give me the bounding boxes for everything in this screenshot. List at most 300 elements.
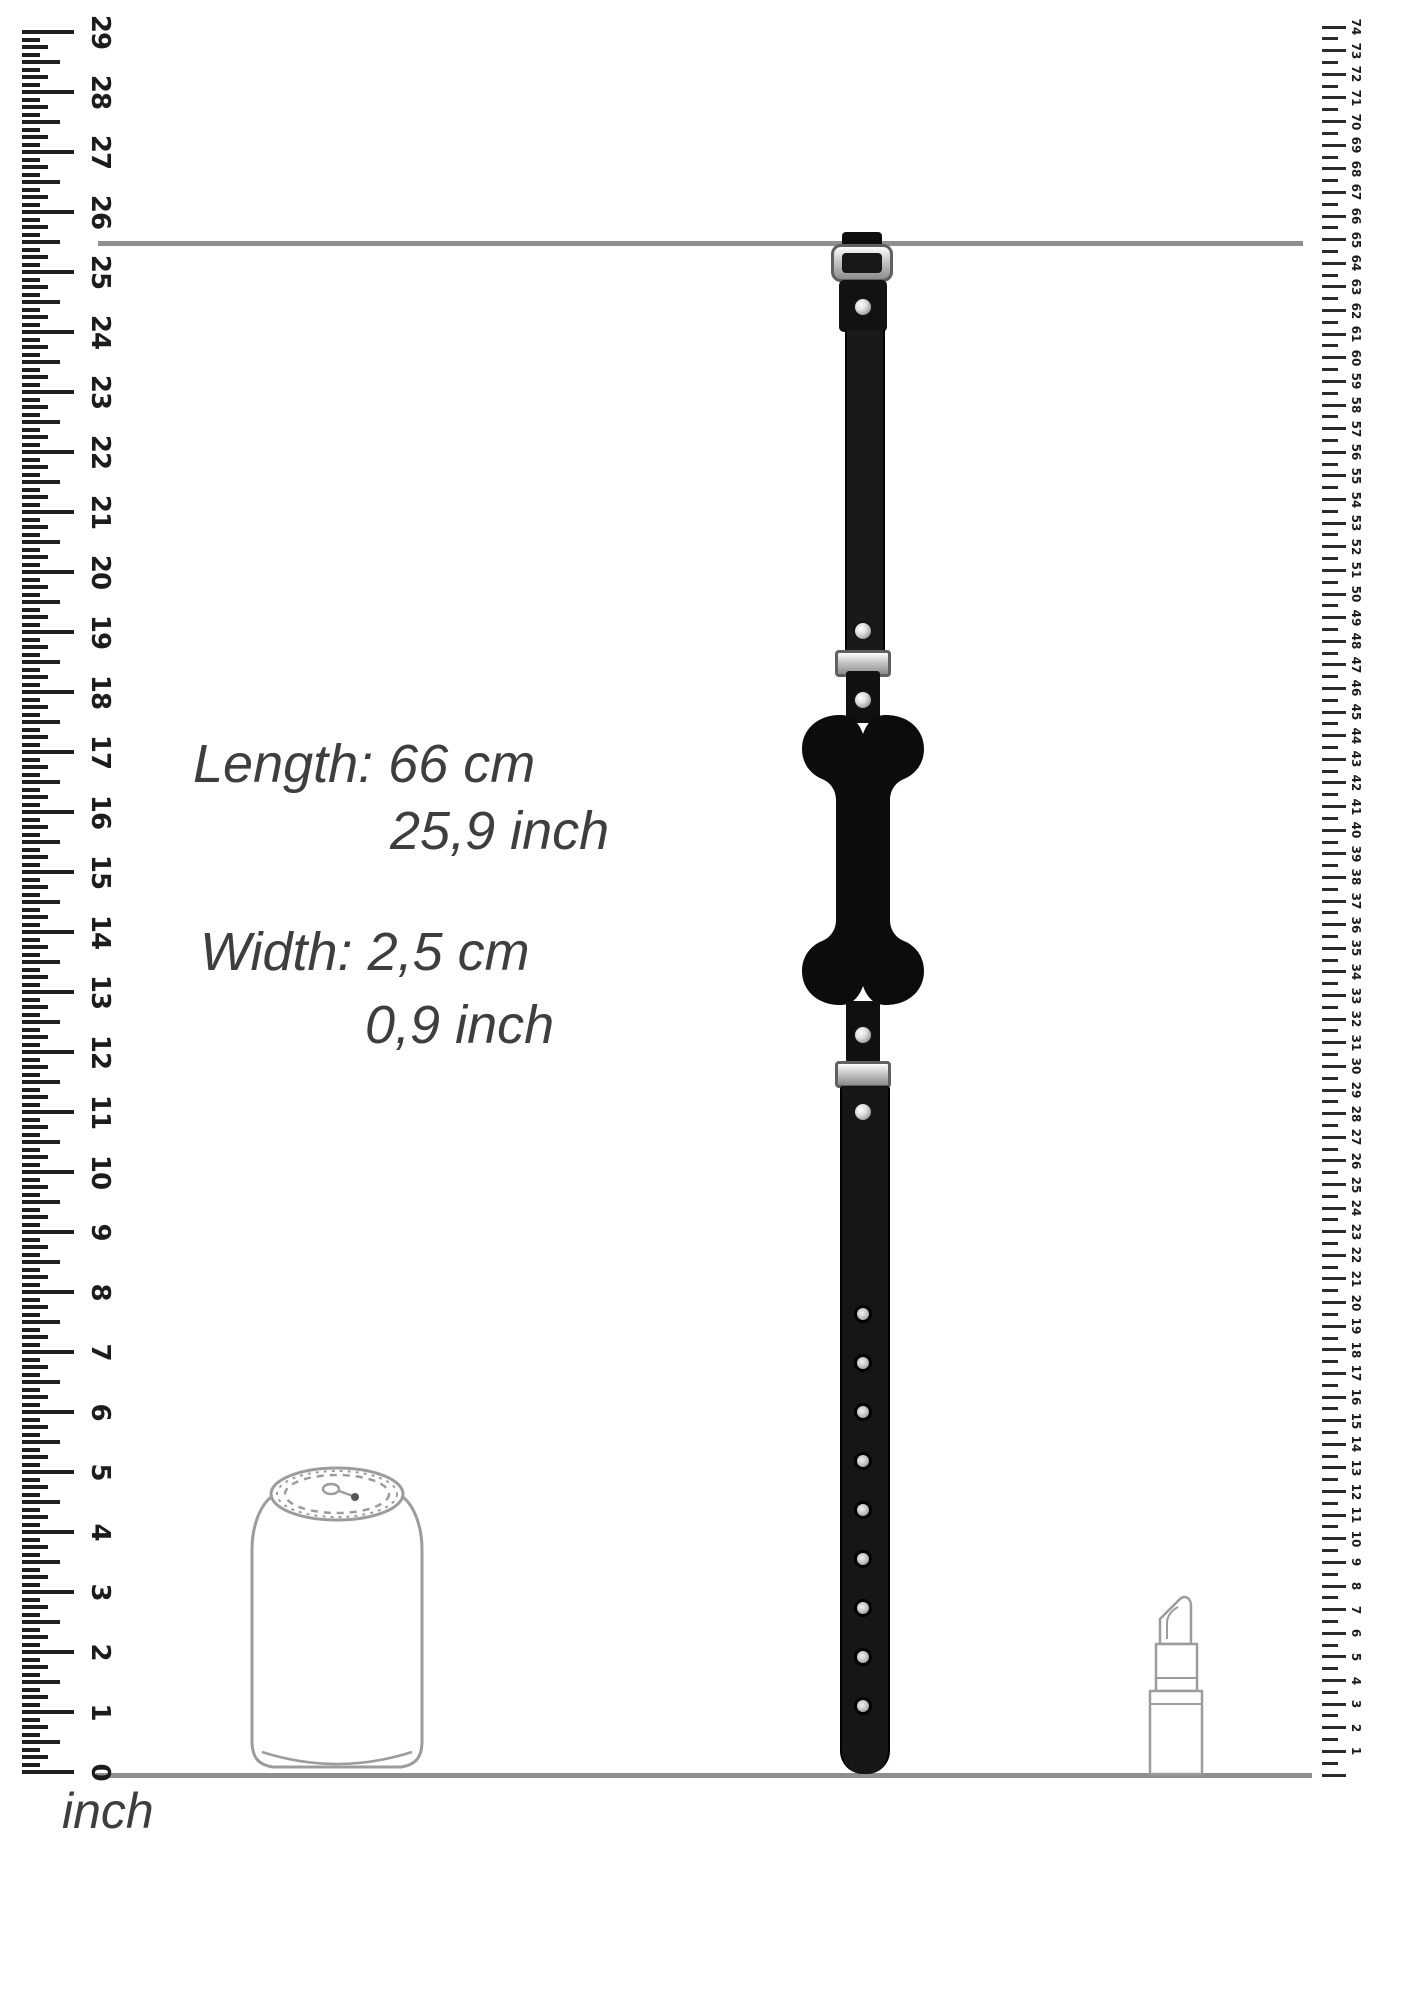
ruler-tick xyxy=(1322,876,1346,879)
ruler-tick xyxy=(1322,1537,1346,1540)
ruler-label: 29 xyxy=(85,14,115,50)
ruler-label: 9 xyxy=(85,1223,115,1241)
ruler-tick xyxy=(1322,1407,1338,1410)
lower-strap xyxy=(840,1086,890,1774)
ruler-tick xyxy=(1322,1254,1346,1257)
ruler-label: 58 xyxy=(1349,396,1363,414)
ruler-tick xyxy=(22,98,40,102)
ruler-tick xyxy=(1322,545,1346,548)
width-annotation-inch: 0,9 inch xyxy=(365,995,555,1055)
ruler-tick xyxy=(1322,1466,1346,1469)
ruler-tick xyxy=(22,548,40,552)
ruler-tick xyxy=(1322,758,1346,761)
ruler-label: 65 xyxy=(1349,231,1363,249)
ruler-tick xyxy=(1322,1431,1338,1434)
ruler-tick xyxy=(1322,510,1338,513)
ruler-tick xyxy=(22,1455,48,1459)
ruler-tick xyxy=(22,653,40,657)
ruler-tick xyxy=(22,1583,40,1587)
ruler-label: 24 xyxy=(85,314,115,350)
ruler-tick xyxy=(22,435,48,439)
ruler-tick xyxy=(1322,1443,1346,1446)
ruler-tick xyxy=(1322,888,1338,891)
ruler-tick xyxy=(22,60,60,64)
ruler-label: 13 xyxy=(1349,1459,1363,1477)
ruler-tick xyxy=(22,683,40,687)
ruler-tick xyxy=(22,1575,48,1579)
ruler-label: 14 xyxy=(85,914,115,950)
ruler-label: 19 xyxy=(1349,1317,1363,1335)
ruler-tick xyxy=(22,1538,40,1542)
ruler-tick xyxy=(22,383,40,387)
ruler-tick xyxy=(22,863,40,867)
ruler-label: 5 xyxy=(1349,1652,1363,1662)
ruler-tick xyxy=(1322,226,1338,229)
ruler-tick xyxy=(22,240,60,244)
ruler-tick xyxy=(22,398,40,402)
ruler-label: 6 xyxy=(1349,1629,1363,1638)
ruler-tick xyxy=(1322,85,1338,88)
ruler-label: 56 xyxy=(1349,443,1363,461)
ruler-tick xyxy=(1322,1029,1338,1032)
ruler-tick xyxy=(22,1050,74,1054)
ruler-tick xyxy=(22,1500,60,1504)
ruler-tick xyxy=(22,345,48,349)
ruler-tick xyxy=(1322,569,1346,572)
ruler-tick xyxy=(22,1035,48,1039)
ruler-tick xyxy=(22,1358,40,1362)
ruler-tick xyxy=(22,1388,40,1392)
ruler-tick xyxy=(1322,1608,1346,1611)
ruler-tick xyxy=(1322,1762,1338,1765)
ruler-label: 61 xyxy=(1349,325,1363,343)
ruler-tick xyxy=(22,323,40,327)
ruler-tick xyxy=(22,638,40,642)
ruler-tick xyxy=(1322,215,1346,218)
ruler-tick xyxy=(1322,1632,1346,1635)
ruler-tick xyxy=(22,30,74,34)
ruler-label: 50 xyxy=(1349,585,1363,603)
ruler-tick xyxy=(22,1245,48,1249)
ruler-tick xyxy=(22,105,48,109)
ruler-label: 8 xyxy=(85,1283,115,1301)
ruler-tick xyxy=(1322,498,1346,501)
ruler-tick xyxy=(22,533,40,537)
ruler-label: 10 xyxy=(85,1154,115,1190)
ruler-tick xyxy=(1322,959,1338,962)
ruler-tick xyxy=(1322,1490,1346,1493)
ruler-tick xyxy=(1322,1053,1338,1056)
ruler-tick xyxy=(22,1283,40,1287)
strap-hole xyxy=(857,1504,869,1516)
ruler-tick xyxy=(1322,1041,1346,1044)
ruler-tick xyxy=(1322,1242,1338,1245)
ruler-tick xyxy=(1322,262,1346,265)
ruler-label: 52 xyxy=(1349,538,1363,556)
ruler-tick xyxy=(22,488,40,492)
ruler-tick xyxy=(1322,1289,1338,1292)
ruler-tick xyxy=(22,1193,40,1197)
ruler-tick xyxy=(22,225,48,229)
ruler-tick xyxy=(22,930,74,934)
ruler-tick xyxy=(22,600,60,604)
soda-can-illustration xyxy=(235,1450,440,1785)
ruler-tick xyxy=(22,1238,40,1242)
ruler-tick xyxy=(22,210,74,214)
ruler-tick xyxy=(22,1433,40,1437)
ruler-label: 26 xyxy=(85,194,115,230)
ruler-tick xyxy=(1322,463,1338,466)
ruler-tick xyxy=(1322,1655,1346,1658)
ruler-tick xyxy=(22,1628,40,1632)
rivet xyxy=(855,1027,871,1043)
ruler-tick xyxy=(22,1710,74,1714)
ruler-label: 40 xyxy=(1349,821,1363,839)
ruler-tick xyxy=(22,870,74,874)
ruler-tick xyxy=(22,780,60,784)
ruler-tick xyxy=(22,1065,48,1069)
ruler-tick xyxy=(22,1088,40,1092)
ruler-tick xyxy=(1322,356,1346,359)
ruler-tick xyxy=(1322,203,1338,206)
ruler-tick xyxy=(22,1448,40,1452)
ruler-tick xyxy=(1322,321,1338,324)
ruler-tick xyxy=(22,1013,40,1017)
ruler-tick xyxy=(22,810,74,814)
ruler-tick xyxy=(22,938,40,942)
ruler-tick xyxy=(22,120,60,124)
ruler-label: 28 xyxy=(1349,1105,1363,1122)
ruler-tick xyxy=(1322,1549,1338,1552)
ruler-tick xyxy=(1322,1585,1346,1588)
ruler-label: 27 xyxy=(85,134,115,170)
ruler-tick xyxy=(1322,297,1338,300)
ruler-tick xyxy=(1322,439,1338,442)
ruler-tick xyxy=(22,1163,40,1167)
ruler-tick xyxy=(1322,250,1338,253)
strap-hole xyxy=(857,1406,869,1418)
ruler-tick xyxy=(22,908,40,912)
ruler-tick xyxy=(1322,628,1338,631)
ruler-tick xyxy=(1322,805,1346,808)
ruler-label: 15 xyxy=(85,854,115,890)
ruler-tick xyxy=(1322,1159,1346,1162)
ruler-tick xyxy=(22,413,40,417)
ruler-tick xyxy=(22,360,60,364)
ruler-tick xyxy=(22,818,40,822)
ruler-tick xyxy=(1322,1313,1338,1316)
ruler-tick xyxy=(22,1763,40,1767)
ruler-tick xyxy=(22,878,40,882)
ruler-tick xyxy=(22,1125,48,1129)
ruler-label: 62 xyxy=(1349,302,1363,319)
ruler-tick xyxy=(1322,1348,1346,1351)
ruler-tick xyxy=(22,1613,40,1617)
ruler-label: 59 xyxy=(1349,373,1363,390)
ruler-tick xyxy=(22,1005,48,1009)
ruler-tick xyxy=(22,833,40,837)
ruler-label: 48 xyxy=(1349,632,1363,650)
ruler-tick xyxy=(22,1230,74,1234)
ruler-tick xyxy=(1322,427,1346,430)
ruler-tick xyxy=(1322,1207,1346,1210)
ruler-tick xyxy=(22,1313,40,1317)
ruler-tick xyxy=(22,578,40,582)
ruler-tick xyxy=(22,998,40,1002)
strap-hole xyxy=(857,1651,869,1663)
ruler-tick xyxy=(1322,1703,1346,1706)
ruler-tick xyxy=(1322,1337,1338,1340)
ruler-tick xyxy=(1322,616,1346,619)
ruler-label: 1 xyxy=(85,1703,115,1721)
ruler-tick xyxy=(22,255,48,259)
ruler-tick xyxy=(22,900,60,904)
ruler-label: 31 xyxy=(1349,1034,1363,1052)
ruler-tick xyxy=(22,593,40,597)
ruler-label: 6 xyxy=(85,1403,115,1421)
ruler-tick xyxy=(1322,652,1338,655)
ruler-tick xyxy=(22,38,40,42)
ruler-tick xyxy=(22,788,40,792)
ruler-tick xyxy=(22,1365,48,1369)
ruler-tick xyxy=(1322,144,1346,147)
ruler-tick xyxy=(1322,947,1346,950)
ruler-tick xyxy=(1322,61,1338,64)
ruler-tick xyxy=(1322,1136,1346,1139)
ruler-tick xyxy=(22,623,40,627)
ruler-tick xyxy=(1322,1325,1346,1328)
ruler-label: 25 xyxy=(1349,1176,1363,1193)
ruler-tick xyxy=(22,1530,74,1534)
ruler-tick xyxy=(22,645,48,649)
ruler-tick xyxy=(1322,781,1346,784)
ruler-tick xyxy=(22,428,40,432)
ruler-tick xyxy=(22,1073,40,1077)
ruler-tick xyxy=(22,705,48,709)
ruler-label: 43 xyxy=(1349,750,1363,768)
ruler-tick xyxy=(22,1635,48,1639)
ruler-label: 24 xyxy=(1349,1199,1363,1217)
can-tab-dot xyxy=(351,1493,359,1501)
ruler-label: 16 xyxy=(1349,1388,1363,1406)
ruler-tick xyxy=(22,570,74,574)
ruler-tick xyxy=(1322,404,1346,407)
ruler-tick xyxy=(22,713,40,717)
ruler-tick xyxy=(22,1320,60,1324)
ruler-tick xyxy=(22,1598,40,1602)
ruler-label: 0 xyxy=(85,1763,115,1781)
ruler-label: 10 xyxy=(1349,1530,1363,1548)
ruler-tick xyxy=(1322,49,1346,52)
ruler-tick xyxy=(1322,96,1346,99)
ruler-tick xyxy=(1322,829,1346,832)
ruler-tick xyxy=(1322,191,1346,194)
ruler-label: 21 xyxy=(85,494,115,530)
ruler-tick xyxy=(1322,1679,1346,1682)
ruler-tick xyxy=(22,893,40,897)
ruler-tick xyxy=(22,1508,40,1512)
ruler-tick xyxy=(22,330,74,334)
ruler-label: 29 xyxy=(1349,1081,1363,1099)
ruler-tick xyxy=(22,1305,48,1309)
ruler-label: 60 xyxy=(1349,349,1363,367)
length-annotation-inch: 25,9 inch xyxy=(390,801,610,861)
ruler-tick xyxy=(22,338,40,342)
ruler-tick xyxy=(1322,26,1346,29)
ruler-tick xyxy=(1322,1148,1338,1151)
ruler-tick xyxy=(1322,817,1338,820)
ruler-tick xyxy=(1322,593,1346,596)
ruler-tick xyxy=(1322,581,1338,584)
ruler-tick xyxy=(1322,864,1338,867)
ruler-tick xyxy=(22,735,48,739)
ruler-tick xyxy=(22,465,48,469)
ruler-tick xyxy=(22,473,40,477)
ruler-tick xyxy=(22,885,48,889)
ruler-tick xyxy=(22,660,60,664)
ruler-tick xyxy=(1322,1372,1346,1375)
ruler-tick xyxy=(1322,368,1338,371)
ruler-tick xyxy=(1322,1112,1346,1115)
ruler-label: 17 xyxy=(1349,1365,1363,1382)
ruler-tick xyxy=(22,1733,40,1737)
ruler-tick xyxy=(1322,793,1338,796)
ruler-tick xyxy=(22,1058,40,1062)
ruler-label: 4 xyxy=(1349,1676,1363,1685)
ruler-tick xyxy=(22,75,48,79)
ruler-label: 18 xyxy=(1349,1341,1363,1359)
ruler-tick xyxy=(22,983,40,987)
ruler-label: 7 xyxy=(85,1343,115,1361)
ruler-tick xyxy=(22,158,40,162)
ruler-tick xyxy=(1322,179,1338,182)
ruler-tick xyxy=(22,150,74,154)
ruler-label: 11 xyxy=(1349,1506,1363,1524)
ruler-tick xyxy=(22,180,60,184)
ruler-tick xyxy=(1322,1065,1346,1068)
ruler-label: 69 xyxy=(1349,136,1363,154)
ruler-tick xyxy=(1322,734,1346,737)
ruler-label: 66 xyxy=(1349,207,1363,225)
ruler-label: 54 xyxy=(1349,491,1363,508)
strap-hole xyxy=(857,1455,869,1467)
ruler-tick xyxy=(22,1148,40,1152)
ruler-tick xyxy=(1322,73,1346,76)
ruler-tick xyxy=(1322,344,1338,347)
bone-gag xyxy=(780,700,950,1020)
ruler-tick xyxy=(22,1290,74,1294)
metal-ring-bottom xyxy=(835,1061,891,1088)
ruler-tick xyxy=(22,218,40,222)
ruler-tick xyxy=(22,1403,40,1407)
ruler-tick xyxy=(1322,167,1346,170)
ruler-tick xyxy=(22,1328,40,1332)
ruler-tick xyxy=(22,795,48,799)
ruler-label: 45 xyxy=(1349,703,1363,721)
ruler-tick xyxy=(22,1185,48,1189)
ruler-tick xyxy=(22,608,40,612)
ruler-label: 20 xyxy=(1349,1294,1363,1311)
ruler-tick xyxy=(22,840,60,844)
ruler-label: 3 xyxy=(1349,1699,1363,1709)
ruler-tick xyxy=(22,773,40,777)
ruler-label: 70 xyxy=(1349,113,1363,130)
ruler-tick xyxy=(22,960,60,964)
ruler-tick xyxy=(22,308,40,312)
ruler-tick xyxy=(22,848,40,852)
ruler-tick xyxy=(1322,1230,1346,1233)
strap-hole xyxy=(857,1308,869,1320)
ruler-label: 22 xyxy=(85,434,115,470)
ruler-tick xyxy=(1322,911,1338,914)
ruler-tick xyxy=(22,1343,40,1347)
ruler-label: 42 xyxy=(1349,774,1363,792)
ruler-tick xyxy=(22,1485,48,1489)
ruler-label: 28 xyxy=(85,74,115,110)
ruler-tick xyxy=(1322,699,1338,702)
ruler-label: 2 xyxy=(85,1643,115,1661)
ruler-tick xyxy=(22,1223,40,1227)
ruler-label: 47 xyxy=(1349,656,1363,674)
rivet xyxy=(855,623,871,639)
upper-strap xyxy=(845,330,885,652)
ruler-tick xyxy=(22,1590,74,1594)
ruler-tick xyxy=(22,525,48,529)
ruler-tick xyxy=(22,443,40,447)
ruler-tick xyxy=(1322,1301,1346,1304)
ruler-tick xyxy=(22,1170,74,1174)
rivet xyxy=(855,1104,871,1120)
ruler-tick xyxy=(22,503,40,507)
ruler-tick xyxy=(1322,1714,1338,1717)
ruler-tick xyxy=(1322,1077,1338,1080)
ruler-label: 20 xyxy=(85,554,115,590)
ruler-label: 33 xyxy=(1349,987,1363,1004)
ruler-tick xyxy=(22,1545,48,1549)
ruler-tick xyxy=(22,1740,60,1744)
ruler-tick xyxy=(1322,1691,1338,1694)
ruler-label: 13 xyxy=(85,974,115,1010)
ruler-tick xyxy=(22,1200,60,1204)
ruler-tick xyxy=(22,953,40,957)
ruler-tick xyxy=(22,743,40,747)
ruler-tick xyxy=(1322,1171,1338,1174)
ruler-tick xyxy=(22,990,74,994)
ruler-tick xyxy=(22,923,40,927)
ruler-tick xyxy=(22,1605,48,1609)
ruler-tick xyxy=(22,405,48,409)
ruler-tick xyxy=(22,188,40,192)
ruler-label: 5 xyxy=(85,1463,115,1481)
ruler-tick xyxy=(22,1560,60,1564)
ruler-tick xyxy=(22,1275,48,1279)
ruler-tick xyxy=(22,1208,40,1212)
ruler-tick xyxy=(22,803,40,807)
ruler-tick xyxy=(1322,1726,1346,1729)
ruler-tick xyxy=(22,285,48,289)
ruler-tick xyxy=(22,53,40,57)
ruler-tick xyxy=(22,1140,60,1144)
ruler-label: 39 xyxy=(1349,845,1363,863)
ruler-tick xyxy=(1322,640,1346,643)
ruler-tick xyxy=(22,758,40,762)
ruler-label: 21 xyxy=(1349,1270,1363,1288)
ruler-label: 49 xyxy=(1349,609,1363,626)
ruler-tick xyxy=(22,480,60,484)
ruler-label: 16 xyxy=(85,794,115,830)
ruler-tick xyxy=(22,233,40,237)
ruler-label: 7 xyxy=(1349,1605,1363,1614)
